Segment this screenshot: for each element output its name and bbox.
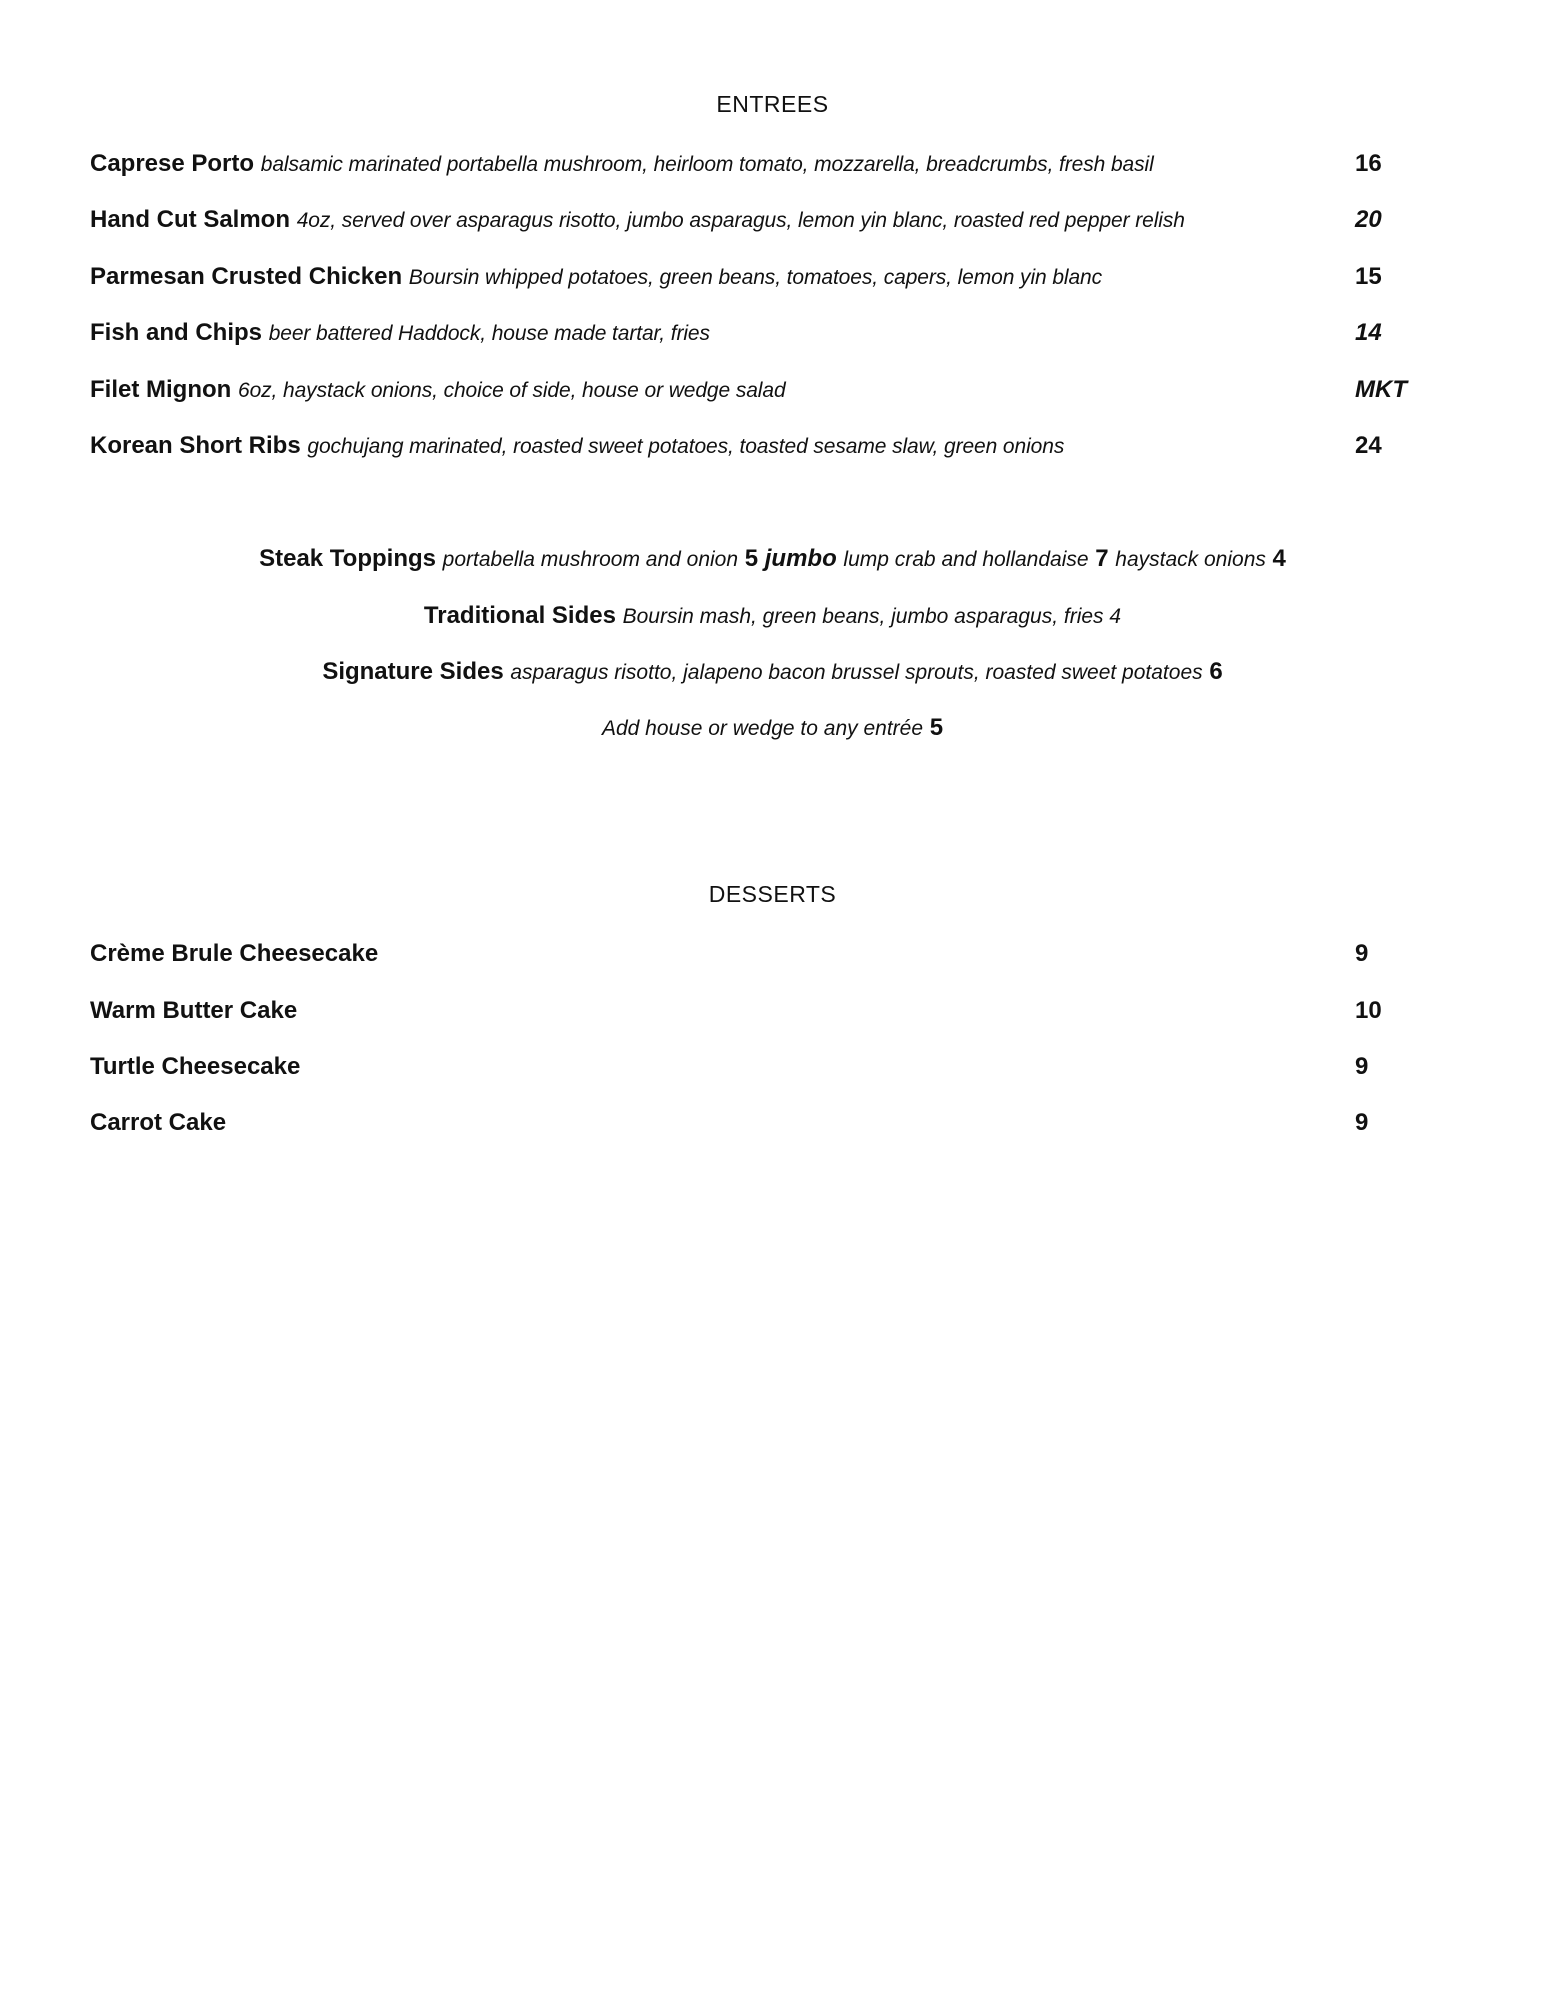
dessert-price: 9	[1355, 1053, 1369, 1080]
entree-name: Parmesan Crusted Chicken	[90, 263, 403, 290]
entree-price: 16	[1355, 150, 1382, 177]
addon-description: portabella mushroom and onion	[442, 548, 739, 571]
dessert-price: 9	[1355, 1109, 1369, 1136]
traditional-sides-line	[0, 600, 1545, 632]
dessert-name: Turtle Cheesecake	[90, 1053, 301, 1080]
entree-item	[90, 374, 1410, 406]
dessert-item	[90, 938, 1410, 970]
steak-toppings-line	[0, 543, 1545, 575]
entree-price: 24	[1355, 432, 1382, 459]
entree-price: 15	[1355, 263, 1382, 290]
addon-emphasis: jumbo	[764, 545, 837, 572]
entree-price: 14	[1355, 319, 1382, 346]
entree-description: beer battered Haddock, house made tartar, fries	[268, 322, 710, 345]
entree-description: Boursin whipped potatoes, green beans, tomatoes, capers, lemon yin blanc	[408, 266, 1103, 289]
entree-name: Hand Cut Salmon	[90, 206, 291, 233]
addon-name: Signature Sides	[322, 658, 504, 685]
dessert-name: Crème Brule Cheesecake	[90, 940, 379, 967]
addon-name: Steak Toppings	[259, 545, 436, 572]
addon-description: Add house or wedge to any entrée	[601, 717, 924, 740]
addon-price: 5	[744, 545, 759, 572]
salad-add-line	[0, 712, 1545, 744]
entree-item	[90, 430, 1410, 462]
addon-price: 6	[1209, 658, 1223, 685]
entree-item	[90, 204, 1410, 236]
addon-price: 4	[1272, 545, 1286, 572]
addon-price: 7	[1095, 545, 1109, 572]
entree-price: 20	[1355, 206, 1382, 233]
entree-description: 6oz, haystack onions, choice of side, house or wedge salad	[237, 379, 786, 402]
addon-description: Boursin mash, green beans, jumbo asparagus, fries 4	[622, 605, 1122, 628]
addon-name: Traditional Sides	[423, 602, 616, 629]
entree-name: Caprese Porto	[90, 150, 255, 177]
entree-name: Korean Short Ribs	[90, 432, 301, 459]
entree-item	[90, 261, 1410, 293]
dessert-price: 9	[1355, 940, 1369, 967]
signature-sides-line	[0, 656, 1545, 688]
dessert-name: Carrot Cake	[90, 1109, 227, 1136]
entree-description: 4oz, served over asparagus risotto, jumbo asparagus, lemon yin blanc, roasted red pepper relish	[296, 209, 1185, 232]
dessert-item	[90, 1107, 1410, 1139]
entrees-heading: ENTREES	[716, 91, 829, 117]
entree-price: MKT	[1355, 376, 1407, 403]
entree-description: gochujang marinated, roasted sweet potatoes, toasted sesame slaw, green onions	[307, 435, 1065, 458]
entree-name: Filet Mignon	[90, 376, 232, 403]
addon-description: haystack onions	[1115, 548, 1266, 571]
dessert-price: 10	[1355, 997, 1382, 1024]
addon-price: 5	[929, 714, 944, 741]
addon-description: asparagus risotto, jalapeno bacon brussel sprouts, roasted sweet potatoes	[510, 661, 1203, 684]
entree-name: Fish and Chips	[90, 319, 263, 346]
dessert-item	[90, 995, 1410, 1027]
dessert-item	[90, 1051, 1410, 1083]
addon-description: lump crab and hollandaise	[843, 548, 1089, 571]
entree-item	[90, 148, 1410, 180]
dessert-name: Warm Butter Cake	[90, 997, 298, 1024]
desserts-heading: DESSERTS	[708, 881, 837, 907]
entree-description: balsamic marinated portabella mushroom, heirloom tomato, mozzarella, breadcrumbs, fresh basil	[260, 153, 1154, 176]
entree-item	[90, 317, 1410, 349]
